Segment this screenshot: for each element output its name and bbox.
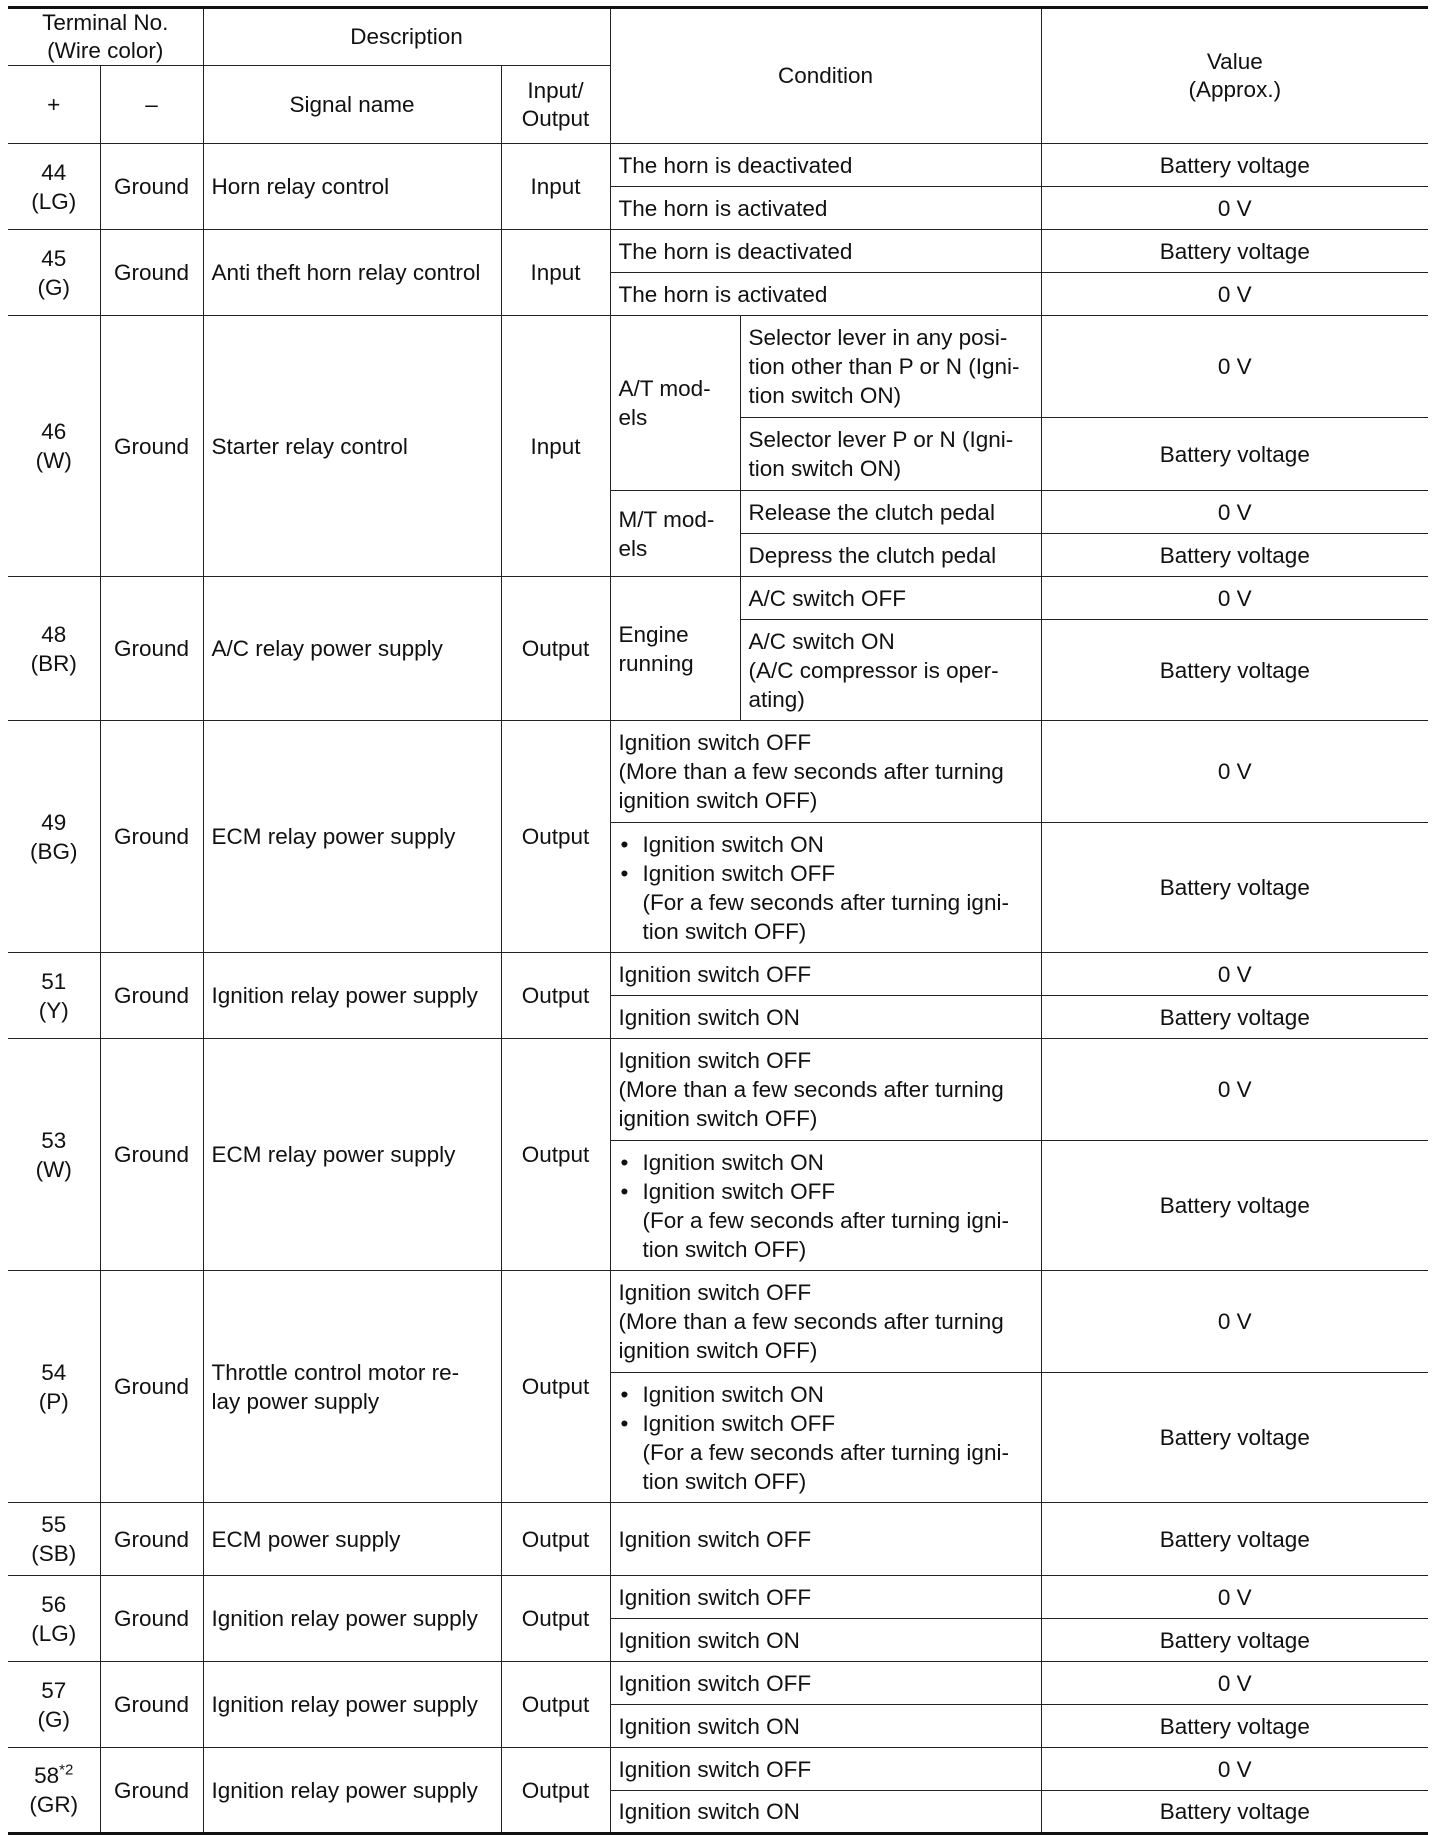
condition-cell: Ignition switch OFF (More than a few seconds after turning ignition switch OFF) [610, 1271, 1041, 1373]
io-cell: Output [501, 721, 610, 953]
condition-bullet-list [619, 1380, 1033, 1496]
io-cell: Output [501, 953, 610, 1039]
value-cell: 0 V [1041, 491, 1428, 534]
table-row [8, 1039, 1428, 1141]
io-cell: Input [501, 144, 610, 230]
table-row [8, 1576, 1428, 1619]
ground-cell: Ground [100, 1662, 203, 1748]
table-row [8, 1662, 1428, 1705]
condition-cell: Release the clutch pedal [740, 491, 1041, 534]
condition-cell: Ignition switch OFF [610, 1503, 1041, 1576]
table-row [8, 144, 1428, 187]
value-cell: 0 V [1041, 1662, 1428, 1705]
terminal-cell: 56 (LG) [8, 1576, 100, 1662]
terminal-footnote-ref: *2 [59, 1761, 74, 1779]
ground-cell: Ground [100, 1039, 203, 1271]
io-cell: Output [501, 1662, 610, 1748]
ground-cell: Ground [100, 1748, 203, 1834]
condition-cell: Selector lever P or N (Igni- tion switch ON) [740, 418, 1041, 491]
value-cell: 0 V [1041, 1748, 1428, 1791]
value-cell: Battery voltage [1041, 996, 1428, 1039]
condition-cell: Ignition switch ON [610, 996, 1041, 1039]
terminal-spec-sheet [8, 6, 1428, 1835]
io-cell: Output [501, 577, 610, 721]
condition-group-cell: A/T mod- els [610, 316, 740, 491]
condition-bullet-note: (For a few seconds after turning igni- tion switch OFF) [642, 1439, 1009, 1494]
value-cell: 0 V [1041, 1271, 1428, 1373]
value-cell: 0 V [1041, 953, 1428, 996]
condition-cell: Ignition switch OFF [610, 1576, 1041, 1619]
table-row [8, 1503, 1428, 1576]
signal-name-cell: ECM relay power supply [203, 721, 501, 953]
condition-bullet-text: Ignition switch OFF [642, 860, 836, 886]
condition-cell: Ignition switch ON [610, 1619, 1041, 1662]
io-cell: Output [501, 1576, 610, 1662]
table-row [8, 316, 1428, 418]
ground-cell: Ground [100, 1576, 203, 1662]
header-value: Value (Approx.) [1041, 8, 1428, 144]
value-cell: Battery voltage [1041, 823, 1428, 953]
header-signal-name: Signal name [203, 66, 501, 144]
signal-name-cell: Horn relay control [203, 144, 501, 230]
condition-group-cell: Engine running [610, 577, 740, 721]
condition-bullet [619, 1409, 1033, 1496]
signal-name-cell: ECM power supply [203, 1503, 501, 1576]
value-cell: Battery voltage [1041, 230, 1428, 273]
value-cell: 0 V [1041, 721, 1428, 823]
value-cell: 0 V [1041, 1576, 1428, 1619]
io-cell: Output [501, 1748, 610, 1834]
terminal-cell: 45 (G) [8, 230, 100, 316]
io-cell: Output [501, 1503, 610, 1576]
condition-cell: The horn is activated [610, 187, 1041, 230]
condition-cell: Ignition switch ON [610, 1705, 1041, 1748]
condition-cell [610, 1141, 1041, 1271]
condition-cell: Selector lever in any posi- tion other than P or N (Igni- tion switch ON) [740, 316, 1041, 418]
condition-bullet-list [619, 1148, 1033, 1264]
value-cell: Battery voltage [1041, 1619, 1428, 1662]
condition-cell: Ignition switch OFF [610, 1748, 1041, 1791]
signal-name-cell: Starter relay control [203, 316, 501, 577]
table-row [8, 953, 1428, 996]
condition-cell: Ignition switch OFF (More than a few seconds after turning ignition switch OFF) [610, 1039, 1041, 1141]
condition-cell: Ignition switch OFF (More than a few seconds after turning ignition switch OFF) [610, 721, 1041, 823]
io-cell: Input [501, 230, 610, 316]
value-cell: 0 V [1041, 273, 1428, 316]
ground-cell: Ground [100, 316, 203, 577]
terminal-cell: 55 (SB) [8, 1503, 100, 1576]
condition-cell: Ignition switch ON [610, 1791, 1041, 1834]
terminal-cell: 49 (BG) [8, 721, 100, 953]
value-cell: 0 V [1041, 1039, 1428, 1141]
header-terminal: Terminal No. (Wire color) [8, 8, 203, 66]
signal-name-cell: Ignition relay power supply [203, 1576, 501, 1662]
condition-cell: Depress the clutch pedal [740, 534, 1041, 577]
condition-bullet [619, 1177, 1033, 1264]
header-condition: Condition [610, 8, 1041, 144]
value-cell: Battery voltage [1041, 1373, 1428, 1503]
io-cell: Input [501, 316, 610, 577]
terminal-cell: 54 (P) [8, 1271, 100, 1503]
condition-cell: A/C switch OFF [740, 577, 1041, 620]
table-row [8, 1271, 1428, 1373]
terminal-number: 58 [34, 1763, 60, 1788]
terminal-cell: 57 (G) [8, 1662, 100, 1748]
condition-cell: The horn is activated [610, 273, 1041, 316]
io-cell: Output [501, 1271, 610, 1503]
terminal-cell: 44 (LG) [8, 144, 100, 230]
ground-cell: Ground [100, 577, 203, 721]
signal-name-cell: Throttle control motor re- lay power supply [203, 1271, 501, 1503]
condition-cell [610, 1373, 1041, 1503]
value-cell: 0 V [1041, 577, 1428, 620]
terminal-wire-color: (GR) [29, 1792, 79, 1817]
ground-cell: Ground [100, 230, 203, 316]
ecm-terminal-table [8, 6, 1428, 1835]
header-input-output: Input/ Output [501, 66, 610, 144]
io-cell: Output [501, 1039, 610, 1271]
condition-bullet-list [619, 830, 1033, 946]
signal-name-cell: Ignition relay power supply [203, 1662, 501, 1748]
terminal-cell: 46 (W) [8, 316, 100, 577]
header-terminal-minus: – [100, 66, 203, 144]
ground-cell: Ground [100, 144, 203, 230]
condition-cell: A/C switch ON (A/C compressor is oper- ating) [740, 620, 1041, 721]
header-terminal-plus: + [8, 66, 100, 144]
signal-name-cell: Ignition relay power supply [203, 953, 501, 1039]
signal-name-cell: Anti theft horn relay control [203, 230, 501, 316]
condition-bullet: • Ignition switch ON [619, 1148, 1033, 1177]
value-cell: Battery voltage [1041, 1705, 1428, 1748]
value-cell: Battery voltage [1041, 620, 1428, 721]
table-row [8, 1748, 1428, 1791]
terminal-cell [8, 1748, 100, 1834]
value-cell: Battery voltage [1041, 1791, 1428, 1834]
value-cell: Battery voltage [1041, 534, 1428, 577]
value-cell: Battery voltage [1041, 1503, 1428, 1576]
value-cell: 0 V [1041, 187, 1428, 230]
value-cell: 0 V [1041, 316, 1428, 418]
signal-name-cell: A/C relay power supply [203, 577, 501, 721]
condition-bullet-note: (For a few seconds after turning igni- tion switch OFF) [642, 889, 1009, 944]
signal-name-cell: ECM relay power supply [203, 1039, 501, 1271]
condition-cell: Ignition switch OFF [610, 953, 1041, 996]
terminal-cell: 51 (Y) [8, 953, 100, 1039]
condition-cell: Ignition switch OFF [610, 1662, 1041, 1705]
signal-name-cell: Ignition relay power supply [203, 1748, 501, 1834]
table-row [8, 230, 1428, 273]
condition-bullet-text: Ignition switch OFF [642, 1410, 836, 1436]
condition-cell [610, 823, 1041, 953]
header-description: Description [203, 8, 610, 66]
ground-cell: Ground [100, 953, 203, 1039]
value-cell: Battery voltage [1041, 418, 1428, 491]
condition-cell: The horn is deactivated [610, 144, 1041, 187]
table-row [8, 577, 1428, 620]
condition-bullet-text: Ignition switch OFF [642, 1178, 836, 1204]
condition-bullet: • Ignition switch ON [619, 1380, 1033, 1409]
value-cell: Battery voltage [1041, 144, 1428, 187]
condition-group-cell: M/T mod- els [610, 491, 740, 577]
value-cell: Battery voltage [1041, 1141, 1428, 1271]
terminal-cell: 48 (BR) [8, 577, 100, 721]
ground-cell: Ground [100, 1503, 203, 1576]
condition-bullet-note: (For a few seconds after turning igni- tion switch OFF) [642, 1207, 1009, 1262]
table-row [8, 721, 1428, 823]
condition-cell: The horn is deactivated [610, 230, 1041, 273]
ground-cell: Ground [100, 1271, 203, 1503]
ground-cell: Ground [100, 721, 203, 953]
condition-bullet [619, 859, 1033, 946]
condition-bullet: • Ignition switch ON [619, 830, 1033, 859]
terminal-cell: 53 (W) [8, 1039, 100, 1271]
